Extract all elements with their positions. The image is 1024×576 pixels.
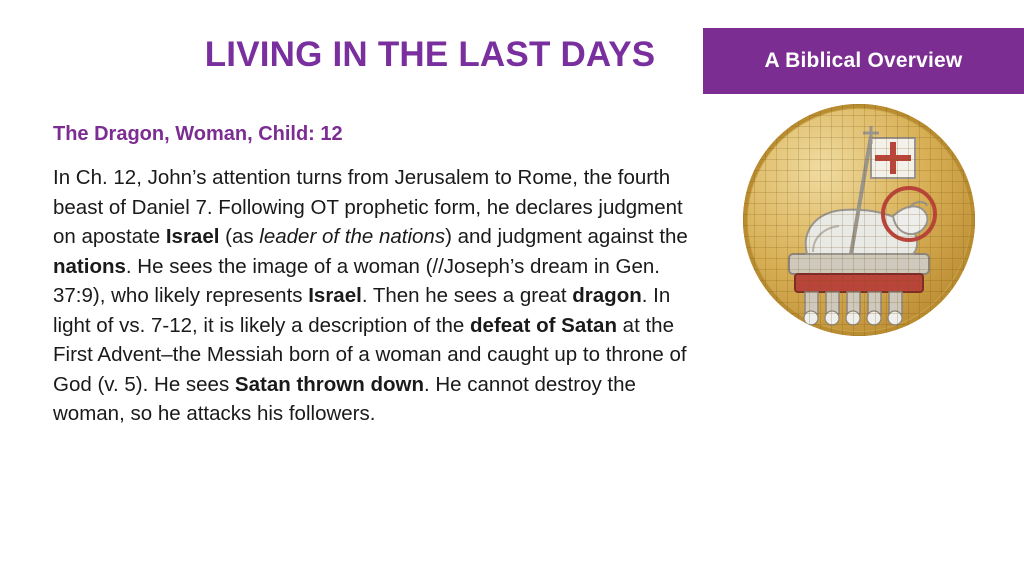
paragraph-run: nations [53,254,126,278]
mosaic-tile-grid [743,104,975,336]
paragraph-run: Satan thrown down [234,372,424,396]
section-heading: The Dragon, Woman, Child: 12 [53,123,343,145]
body-paragraph [53,163,698,429]
paragraph-run: at the First Advent–the Messiah born of a woman and caught up to throne of God (v. 5). He sees [53,313,687,396]
paragraph-run: . Then he sees a great [361,284,573,308]
page-title: LIVING IN THE LAST DAYS [204,35,656,74]
paragraph-run: (as [219,225,260,249]
subtitle-band [703,28,1024,94]
paragraph-run: . He cannot destroy the woman, so he attacks his followers. [53,372,636,426]
subtitle-text: A Biblical Overview [764,49,963,72]
paragraph-run: leader of the nations [259,225,446,249]
paragraph-run: dragon [572,284,642,308]
paragraph-run: Israel [308,284,362,308]
paragraph-run: ) and judgment against the [445,225,688,249]
paragraph-run: defeat of Satan [470,313,617,337]
lamb-of-god-mosaic [743,104,975,336]
paragraph-run: . In light of vs. 7-12, it is likely a description of the [53,284,671,337]
paragraph-run: In Ch. 12, John’s attention turns from Jerusalem to Rome, the fourth beast of Daniel 7. Following OT prophetic form, he declares judgment on apostate [53,166,683,249]
paragraph-run: Israel [165,225,220,249]
paragraph-run: . He sees the image of a woman (//Joseph’s dream in Gen. 37:9), who likely represents [53,254,660,308]
